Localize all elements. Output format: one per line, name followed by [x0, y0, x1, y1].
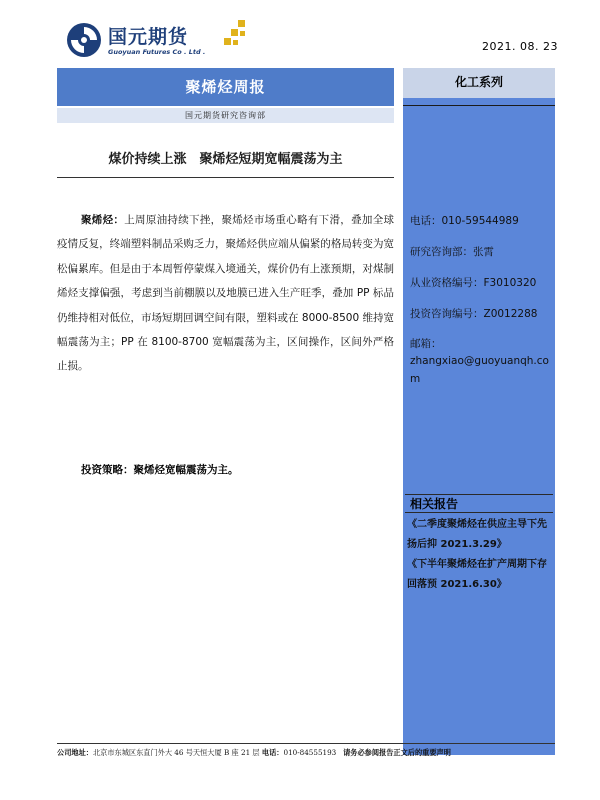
related-report-link[interactable]: 《二季度聚烯烃在供应主导下先扬后抑 2021.3.29》 — [407, 519, 547, 550]
contact-email-label: 邮箱： — [410, 338, 442, 350]
body-lead: 聚烯烃： — [81, 214, 125, 226]
logo-chinese-name: 国元期货 — [108, 26, 189, 48]
report-title: 聚烯烃周报 — [57, 68, 394, 106]
footer-phone-label: 电话： — [261, 748, 284, 757]
contact-analyst: 研究咨询部：张霄 — [410, 246, 494, 258]
footer-address-label: 公司地址： — [57, 748, 93, 757]
gold-squares-icon — [222, 20, 248, 50]
body-text: 上周原油持续下挫，聚烯烃市场重心略有下滑，叠加全球疫情反复，终端塑料制品采购乏力，聚烯烃供应端从偏紧的格局转变为宽松偏累库。但是由于本周暂停蒙煤入境通关，煤价仍有上涨预期，对煤制烯烃支撑偏强，考虑到当前棚膜以及地膜已进入生产旺季，叠加 PP 标品仍维持相对低位，市场短期回调空间有限，塑料或在 8000-8500 维持宽幅震荡为主；PP 在 8100-8700 宽幅震荡为主，区间操作，区间外严格止损。 — [57, 214, 395, 373]
body-paragraph — [57, 208, 394, 379]
logo-english-name: Guoyuan Futures Co . Ltd . — [108, 48, 206, 56]
related-report-link[interactable]: 《下半年聚烯烃在扩产周期下存回落预 2021.6.30》 — [407, 559, 547, 590]
contact-email[interactable]: zhangxiao@guoyuanqh.com — [410, 355, 549, 385]
contact-invest-license: 投资咨询编号：Z0012288 — [410, 308, 538, 320]
headline-divider — [57, 177, 394, 178]
investment-strategy: 投资策略：聚烯烃宽幅震荡为主。 — [81, 464, 239, 476]
related-reports-title: 相关报告 — [410, 497, 459, 511]
footer-phone: 010-84555193 — [283, 748, 337, 757]
series-divider — [403, 105, 555, 106]
department-label: 国元期货研究咨询部 — [57, 108, 394, 123]
sidebar-panel — [403, 68, 555, 755]
footer-divider — [57, 743, 555, 744]
series-label: 化工系列 — [403, 68, 555, 98]
related-bottom-divider — [405, 512, 553, 513]
company-logo — [66, 20, 256, 62]
report-date: 2021. 08. 23 — [482, 40, 558, 53]
footer-address: 北京市东城区东直门外大 46 号天恒大厦 B 座 21 层 — [92, 748, 260, 757]
report-headline: 煤价持续上涨 聚烯烃短期宽幅震荡为主 — [108, 152, 343, 167]
contact-license: 从业资格编号：F3010320 — [410, 277, 537, 289]
footer-disclaimer: 请务必参阅报告正文后的重要声明 — [343, 748, 451, 757]
guoyuan-logo-icon — [66, 22, 102, 58]
footer — [57, 748, 451, 758]
contact-phone: 电话：010-59544989 — [410, 215, 519, 227]
